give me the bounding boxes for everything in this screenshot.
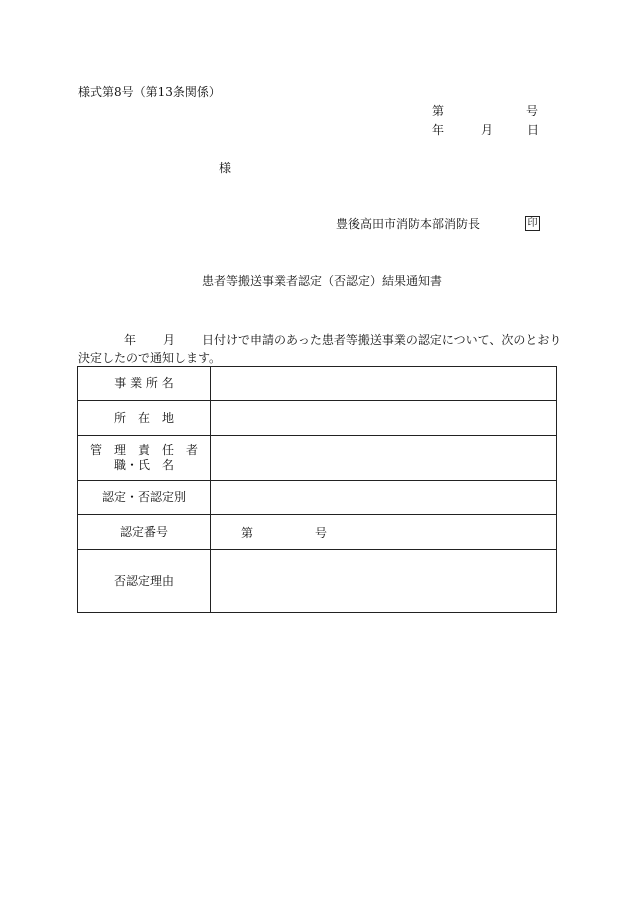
- table-row: [78, 515, 557, 550]
- label-rejection-reason: 否認定理由: [78, 550, 211, 613]
- label-approval-number: 認定番号: [78, 515, 211, 550]
- value-rejection-reason: [211, 550, 557, 613]
- label-manager-line1: 管 理 責 任 者: [89, 443, 198, 457]
- label-manager-line2: 職・氏 名: [113, 458, 174, 472]
- info-table: [77, 366, 557, 613]
- table-row: [78, 401, 557, 436]
- body-line1: 日付けで申請のあった患者等搬送事業の認定について、次のとおり: [202, 333, 562, 347]
- addressee-suffix: 様: [219, 161, 232, 175]
- body-year: 年: [124, 333, 137, 347]
- label-office-name: 事 業 所 名: [78, 367, 211, 401]
- label-manager: [78, 436, 211, 481]
- issuer: 豊後高田市消防本部消防長: [336, 217, 481, 231]
- date-year: 年: [432, 123, 445, 137]
- label-address: 所 在 地: [78, 401, 211, 436]
- table-row: [78, 367, 557, 401]
- table-row: [78, 436, 557, 481]
- body-text: [78, 331, 562, 367]
- table-row: [78, 550, 557, 613]
- table-row: [78, 481, 557, 515]
- document-title: 患者等搬送事業者認定（否認定）結果通知書: [202, 274, 443, 288]
- body-month: 月: [163, 333, 176, 347]
- label-approval-type: 認定・否認定別: [78, 481, 211, 515]
- doc-number-prefix: 第: [432, 104, 445, 118]
- value-approval-type: [211, 481, 557, 515]
- value-office-name: [211, 367, 557, 401]
- date-day: 日: [527, 123, 540, 137]
- seal-mark: 印: [525, 216, 540, 231]
- value-approval-number: [211, 515, 557, 550]
- value-manager: [211, 436, 557, 481]
- approval-number-prefix: 第: [241, 525, 254, 540]
- approval-number-suffix: 号: [315, 525, 328, 540]
- form-number: 様式第8号（第13条関係）: [78, 85, 221, 99]
- body-line2: 決定したので通知します。: [78, 351, 222, 365]
- value-address: [211, 401, 557, 436]
- doc-number-suffix: 号: [526, 104, 539, 118]
- date-month: 月: [481, 123, 494, 137]
